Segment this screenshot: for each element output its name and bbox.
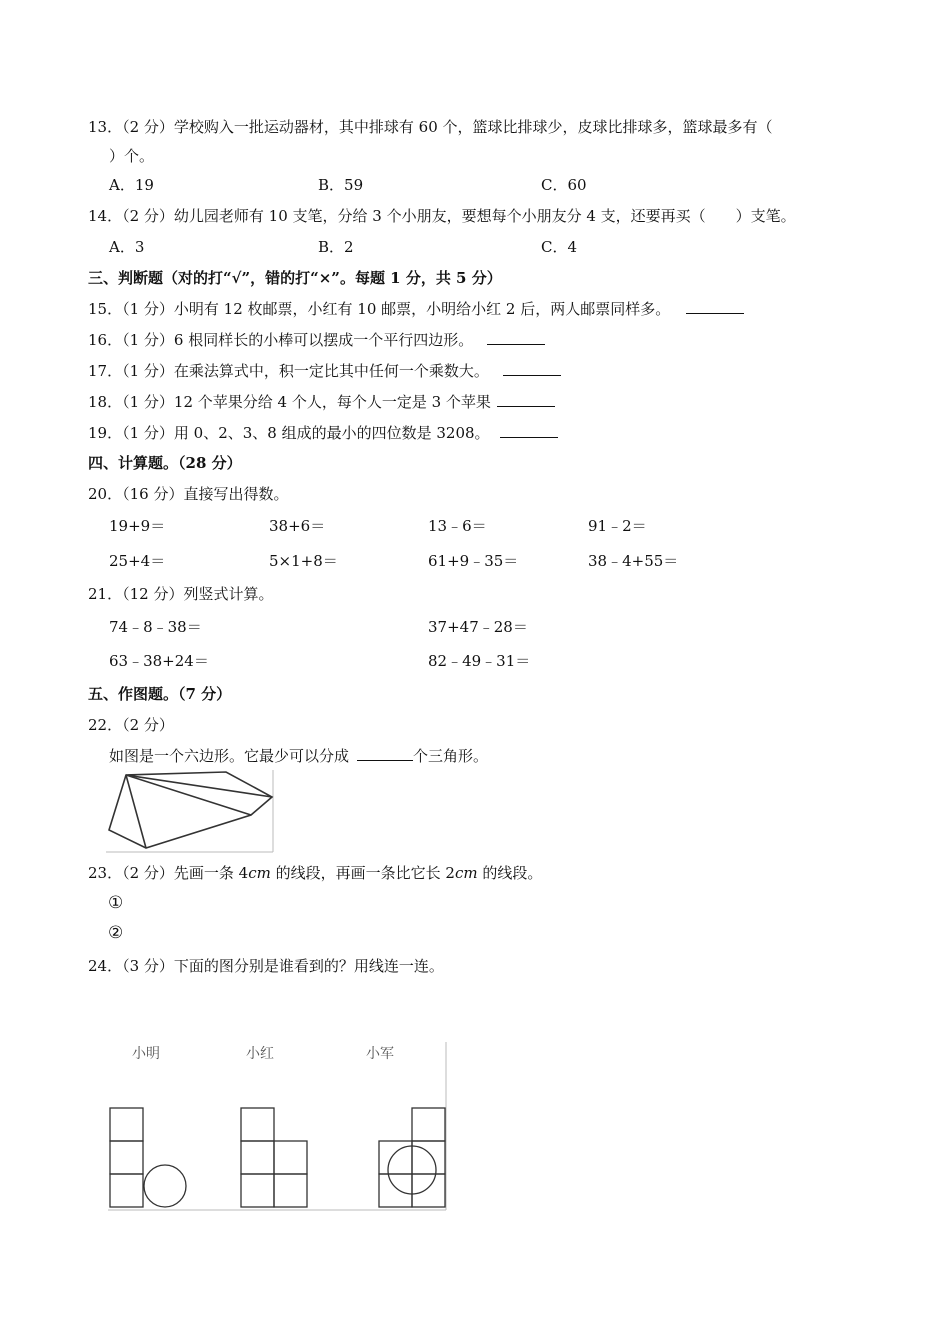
q22-prompt xyxy=(109,746,488,766)
q16-text: 16．（1 分）6 根同样长的小棒可以摆成一个平行四边形。 xyxy=(88,331,474,349)
q16-answer-blank[interactable] xyxy=(487,330,545,345)
q21-r2-c2: 82﹣49﹣31＝ xyxy=(428,652,531,670)
xh-square-top xyxy=(241,1108,274,1141)
q20-text: 20．（16 分）直接写出得数。 xyxy=(88,485,289,503)
q16-line xyxy=(88,330,545,350)
xh-square-bottom-right xyxy=(274,1174,307,1207)
q14-option-c: C．4 xyxy=(541,238,578,256)
q20-r2-c1: 25+4＝ xyxy=(109,552,166,570)
q23-unit-1: cm xyxy=(248,864,271,882)
q23-mark-2: ② xyxy=(108,923,124,943)
xj-square-bottom-left xyxy=(379,1174,412,1207)
q23-text xyxy=(88,863,542,883)
q15-line xyxy=(88,299,744,319)
q20-r1-c1: 19+9＝ xyxy=(109,517,166,535)
hexagon-diagonal-3 xyxy=(126,775,146,848)
q22-prompt-after: 个三角形。 xyxy=(413,747,489,765)
q20-r1-c3: 13﹣6＝ xyxy=(428,517,487,535)
q22-prompt-before: 如图是一个六边形。它最少可以分成 xyxy=(109,747,350,765)
q13-text: 13．（2 分）学校购入一批运动器材，其中排球有 60 个，篮球比排球少，皮球比排球多，篮球最多有（ xyxy=(88,118,773,136)
q20-r1-c4: 91﹣2＝ xyxy=(588,517,647,535)
q23-unit-2: cm xyxy=(454,864,478,882)
q21-r1-c1: 74﹣8﹣38＝ xyxy=(109,618,202,636)
q14-option-b: B．2 xyxy=(318,238,354,256)
section4-title: 四、计算题。（28 分） xyxy=(88,454,242,472)
q21-r2-c1: 63﹣38+24＝ xyxy=(109,652,209,670)
xm-square-bottom xyxy=(110,1174,143,1207)
xm-square-top xyxy=(110,1108,143,1141)
q18-answer-blank[interactable] xyxy=(497,392,555,407)
q20-r2-c3: 61+9﹣35＝ xyxy=(428,552,519,570)
q13-text-cont: ）个。 xyxy=(109,147,155,165)
q22-text: 22．（2 分） xyxy=(88,716,174,734)
q13-option-c: C．60 xyxy=(541,176,587,194)
xm-square-mid xyxy=(110,1141,143,1174)
views-figure xyxy=(108,1040,448,1212)
q24-text: 24．（3 分）下面的图分别是谁看到的？用线连一连。 xyxy=(88,957,444,975)
xj-square-bottom-right xyxy=(412,1174,445,1207)
q21-r1-c2: 37+47﹣28＝ xyxy=(428,618,528,636)
q20-r2-c2: 5×1+8＝ xyxy=(269,552,338,570)
label-xiaoming: 小明 xyxy=(132,1046,160,1062)
label-xiaojun: 小军 xyxy=(366,1046,394,1062)
view-xiaojun xyxy=(379,1108,445,1207)
q18-line xyxy=(88,392,555,412)
q23-text-b: 的线段，再画一条比它长 2 xyxy=(270,864,455,882)
q13-option-b: B．59 xyxy=(318,176,364,194)
q17-text: 17．（1 分）在乘法算式中，积一定比其中任何一个乘数大。 xyxy=(88,362,489,380)
q18-text: 18．（1 分）12 个苹果分给 4 个人，每个人一定是 3 个苹果 xyxy=(88,393,491,411)
q15-answer-blank[interactable] xyxy=(686,299,744,314)
xj-square-top xyxy=(412,1108,445,1141)
q20-r1-c2: 38+6＝ xyxy=(269,517,326,535)
hexagon-diagonal-2 xyxy=(126,775,251,815)
q19-answer-blank[interactable] xyxy=(500,423,558,438)
label-xiaohong: 小红 xyxy=(246,1046,274,1062)
q21-text: 21．（12 分）列竖式计算。 xyxy=(88,585,274,603)
q23-text-a: 23．（2 分）先画一条 4 xyxy=(88,864,249,882)
q23-text-c: 的线段。 xyxy=(477,864,543,882)
q17-answer-blank[interactable] xyxy=(503,361,561,376)
q17-line xyxy=(88,361,561,381)
section5-title: 五、作图题。（7 分） xyxy=(88,685,232,703)
q23-mark-1: ① xyxy=(108,893,124,913)
view-xiaohong xyxy=(241,1108,307,1207)
q19-line xyxy=(88,423,558,443)
xh-square-mid-left xyxy=(241,1141,274,1174)
section3-title: 三、判断题（对的打“√”，错的打“×”。每题 1 分，共 5 分） xyxy=(88,269,502,287)
q14-text: 14．（2 分）幼儿园老师有 10 支笔，分给 3 个小朋友，要想每个小朋友分 4 支，还要再买（ ）支笔。 xyxy=(88,207,796,225)
xh-square-mid-right xyxy=(274,1141,307,1174)
q20-r2-c4: 38﹣4+55＝ xyxy=(588,552,679,570)
xm-ball xyxy=(144,1165,186,1207)
view-xiaoming xyxy=(110,1108,186,1207)
q13-option-a: A．19 xyxy=(109,176,154,194)
hexagon-outline xyxy=(109,772,272,848)
q14-option-a: A．3 xyxy=(109,238,145,256)
q15-text: 15．（1 分）小明有 12 枚邮票，小红有 10 邮票，小明给小红 2 后，两人邮票同样多。 xyxy=(88,300,671,318)
q22-answer-blank[interactable] xyxy=(357,746,413,761)
xh-square-bottom-left xyxy=(241,1174,274,1207)
q19-text: 19．（1 分）用 0、2、3、8 组成的最小的四位数是 3208。 xyxy=(88,424,490,442)
hexagon-figure xyxy=(106,770,276,854)
